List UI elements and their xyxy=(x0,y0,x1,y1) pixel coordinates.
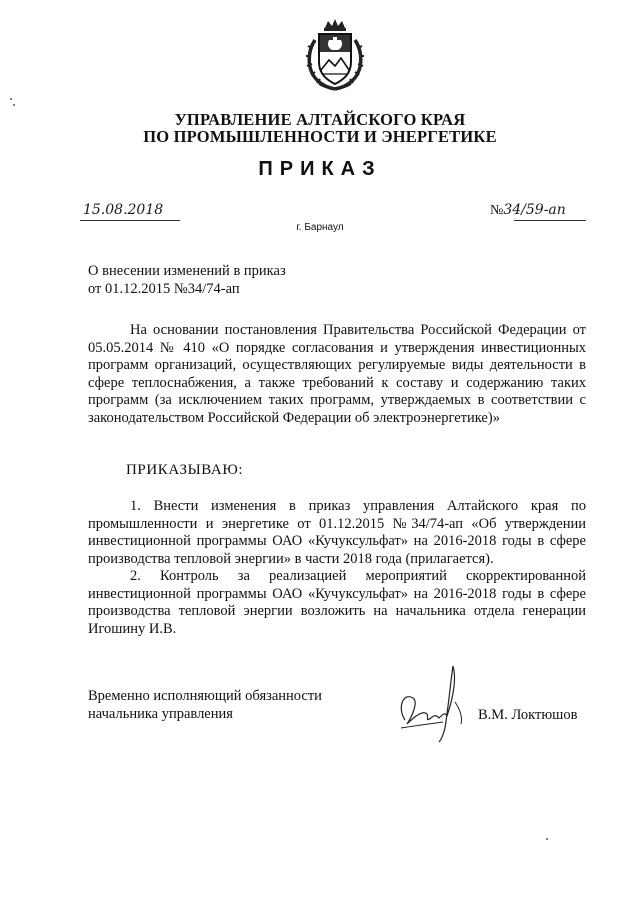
order-date: 15.08.2018 xyxy=(83,202,164,218)
signatory-name: В.М. Локтюшов xyxy=(478,707,578,723)
order-word: ПРИКАЗЫВАЮ: xyxy=(126,462,244,478)
number-value: 34/59-ап xyxy=(503,202,566,218)
number-prefix: № xyxy=(490,203,504,218)
order-item-1: 1. Внести изменения в приказ управления Алтайского края по промышленности и энергетике от 01.12.2015 №34/74-ап «Об утверждении инвестиционной программы ОАО «Кучуксульфат» на 2016-2018 годы в сфере производства тепловой энергии» в части 2018 года (прилагается). xyxy=(88,498,586,567)
body-paragraph: На основании постановления Правительства Российской Федерации от 05.05.2014 № 410 «О порядке согласования и утверждения инвестиционных программ организаций, осуществляющих регулируемые виды деятельности в сфере теплоснабжения, а также требований к составу и содержанию таких программ (за исключением таких программ, утверждаемых в соответствии с законодательством Российской Федерации об электроэнергетике)» xyxy=(88,322,586,426)
handwritten-signature xyxy=(393,658,473,744)
scan-speck xyxy=(10,98,12,100)
signatory-title xyxy=(88,688,358,723)
subject xyxy=(88,263,348,298)
scan-speck xyxy=(546,838,548,840)
subject-line-1: О внесении изменений в приказ xyxy=(88,263,286,279)
signatory-title-line-1: Временно исполняющий обязанности xyxy=(88,688,322,704)
city: г. Барнаул xyxy=(296,222,344,233)
document-title: ПРИКАЗ xyxy=(258,158,382,180)
subject-line-2: от 01.12.2015 №34/74-ап xyxy=(88,280,240,297)
number-underline xyxy=(514,220,586,221)
scan-speck xyxy=(13,104,15,106)
coat-of-arms-icon xyxy=(301,18,369,94)
order-item-2: 2. Контроль за реализацией мероприятий скорректированной инвестиционной программы ОАО «Кучуксульфат» на 2016-2018 годы в сфере производства тепловой энергии возложить на начальника отдела генерации Игошину И.В. xyxy=(88,568,586,637)
date-underline xyxy=(80,220,180,221)
signatory-title-line-2: начальника управления xyxy=(88,705,233,722)
org-name-line-1: УПРАВЛЕНИЕ АЛТАЙСКОГО КРАЯ xyxy=(174,110,466,129)
order-number xyxy=(490,202,566,219)
org-name-line-2: ПО ПРОМЫШЛЕННОСТИ И ЭНЕРГЕТИКЕ xyxy=(143,127,497,146)
